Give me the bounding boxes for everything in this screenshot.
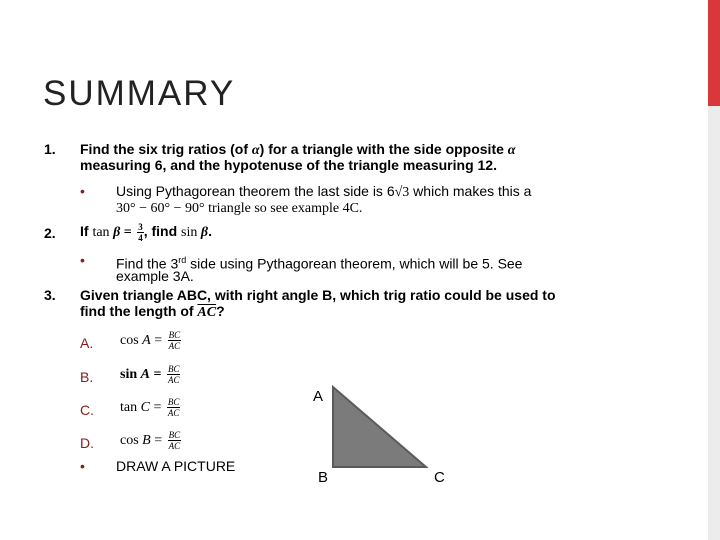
page-title: SUMMARY xyxy=(43,74,236,113)
draw-picture-text: DRAW A PICTURE xyxy=(116,458,236,474)
item-1-sub-line1: Using Pythagorean theorem the last side is 6√3 which makes this a xyxy=(116,183,532,200)
option-c-letter: C. xyxy=(80,402,94,418)
triangle-label-c: C xyxy=(434,469,445,486)
item-2-number: 2. xyxy=(44,225,56,241)
item-2-sub-line1: Find the 3rd side using Pythagorean theorem, which will be 5. See xyxy=(116,255,523,272)
item-2-sub-line2: example 3A. xyxy=(116,268,194,284)
item-1-sub-line2: 30° − 60° − 90° triangle so see example 4C. xyxy=(116,201,363,216)
item-1-question-line2: measuring 6, and the hypotenuse of the triangle measuring 12. xyxy=(80,157,497,173)
option-b-letter: B. xyxy=(80,369,94,385)
accent-bar xyxy=(708,0,720,106)
option-c-expression: tan C = $\frac{BC}{AC}$ xyxy=(120,397,180,418)
item-1-number: 1. xyxy=(44,141,56,157)
option-d-expression: cos B = $\frac{BC}{AC}$ xyxy=(120,430,181,451)
item-3-number: 3. xyxy=(44,287,56,303)
triangle-abc xyxy=(333,387,426,467)
item-3-question-line1: Given triangle ABC, with right angle B, which trig ratio could be used to xyxy=(80,287,556,303)
option-d-letter: D. xyxy=(80,435,94,451)
item-1-bullet: • xyxy=(80,183,85,199)
side-bar xyxy=(708,106,720,540)
item-1-question-line1: Find the six trig ratios (of α) for a triangle with the side opposite α xyxy=(80,141,516,158)
triangle-label-b: B xyxy=(318,469,329,486)
item-2-question: If tan β = $\frac{3}{4}$ , find sin β. xyxy=(80,221,212,243)
draw-bullet: • xyxy=(80,458,85,474)
option-a-letter: A. xyxy=(80,335,94,351)
item-2-bullet: • xyxy=(80,252,85,268)
triangle-label-a: A xyxy=(313,388,324,405)
option-b-expression: sin A = $\frac{BC}{AC}$ xyxy=(120,364,180,385)
option-a-expression: cos A = $\frac{BC}{AC}$ xyxy=(120,330,181,351)
item-3-question-line2: find the length of $\overline{AC}$? xyxy=(80,303,225,320)
